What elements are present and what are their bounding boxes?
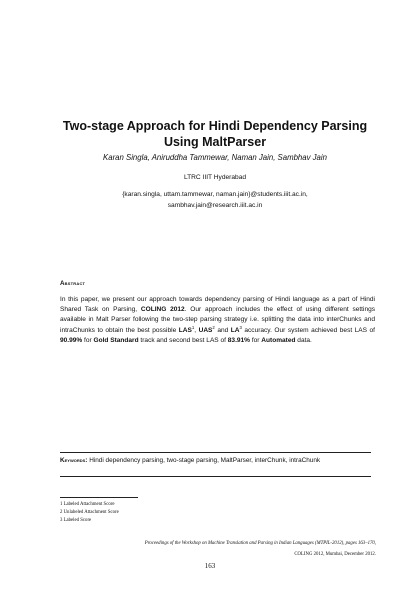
abstract-bold: 90.99% <box>60 336 83 344</box>
abstract-bold: 83.91% <box>227 336 250 344</box>
proceedings-citation <box>40 538 376 560</box>
keywords-heading: Keywords: <box>60 457 88 464</box>
abstract-text: for <box>82 336 94 344</box>
paper-title: Two-stage Approach for Hindi Dependency Parsing Using MaltParser <box>62 119 368 149</box>
uas-term: UAS <box>198 326 213 334</box>
footnote-rule <box>60 497 138 498</box>
footnote-ref-1: 1 <box>191 324 195 330</box>
abstract-text: for <box>250 336 262 344</box>
keywords-block <box>60 456 372 466</box>
author-list: Karan Singla, Aniruddha Tammewar, Naman Jain, Sambhav Jain <box>103 153 327 162</box>
proceedings-venue: COLING 2012, Mumbai, December 2012. <box>294 552 376 557</box>
abstract-bold: Gold Standard <box>93 336 139 344</box>
abstract-body <box>60 295 375 346</box>
abstract-text: . Our approach includes the effect of using different settings available in Malt Parser following the two-step parsing strategy i.e. splitting the data into interChunks and intraChunks to obtain the best possible <box>60 306 376 334</box>
author-emails <box>60 189 370 211</box>
footnote-3: 3 Labeled Score <box>60 518 92 523</box>
abstract-text: accuracy. Our system achieved best LAS of <box>241 326 375 334</box>
abstract-text: , <box>194 326 199 334</box>
abstract-text: and <box>214 326 231 334</box>
proceedings-line: Proceedings of the Workshop on Machine Translation and Parsing in Indian Languages (MTPIL-2012), pages 163–170, <box>144 541 376 546</box>
footnote-2: 2 Unlabeled Attachment Score <box>60 510 119 515</box>
abstract-text: In this paper, we present our approach towards dependency parsing of Hindi language as a part of Hindi Shared Task on Parsing, <box>60 296 375 314</box>
keywords-top-rule <box>60 452 371 453</box>
email-line: {karan.singla, uttam.tammewar, naman.jain}@students.iiit.ac.in, <box>122 191 308 198</box>
las-term: LAS <box>178 326 192 334</box>
affiliation: LTRC IIIT Hyderabad <box>183 174 247 181</box>
footnote-ref-2: 2 <box>212 324 215 330</box>
abstract-text: data. <box>295 336 312 344</box>
abstract-text: track and second best LAS of <box>138 336 228 344</box>
page-number: 163 <box>204 562 216 570</box>
abstract-bold: COLING 2012 <box>140 306 185 314</box>
abstract-heading: Abstract <box>60 280 86 287</box>
abstract-bold: Automated <box>261 336 296 344</box>
footnote-1: 1 Labeled Attachment Score <box>60 502 115 507</box>
la-term: LA <box>230 326 240 334</box>
footnote-ref-3: 3 <box>239 324 242 330</box>
keywords-text: Hindi dependency parsing, two-stage parsing, MaltParser, interChunk, intraChunk <box>87 457 321 464</box>
keywords-bottom-rule <box>60 476 371 477</box>
email-line: sambhav.jain@research.iiit.ac.in <box>167 202 263 209</box>
